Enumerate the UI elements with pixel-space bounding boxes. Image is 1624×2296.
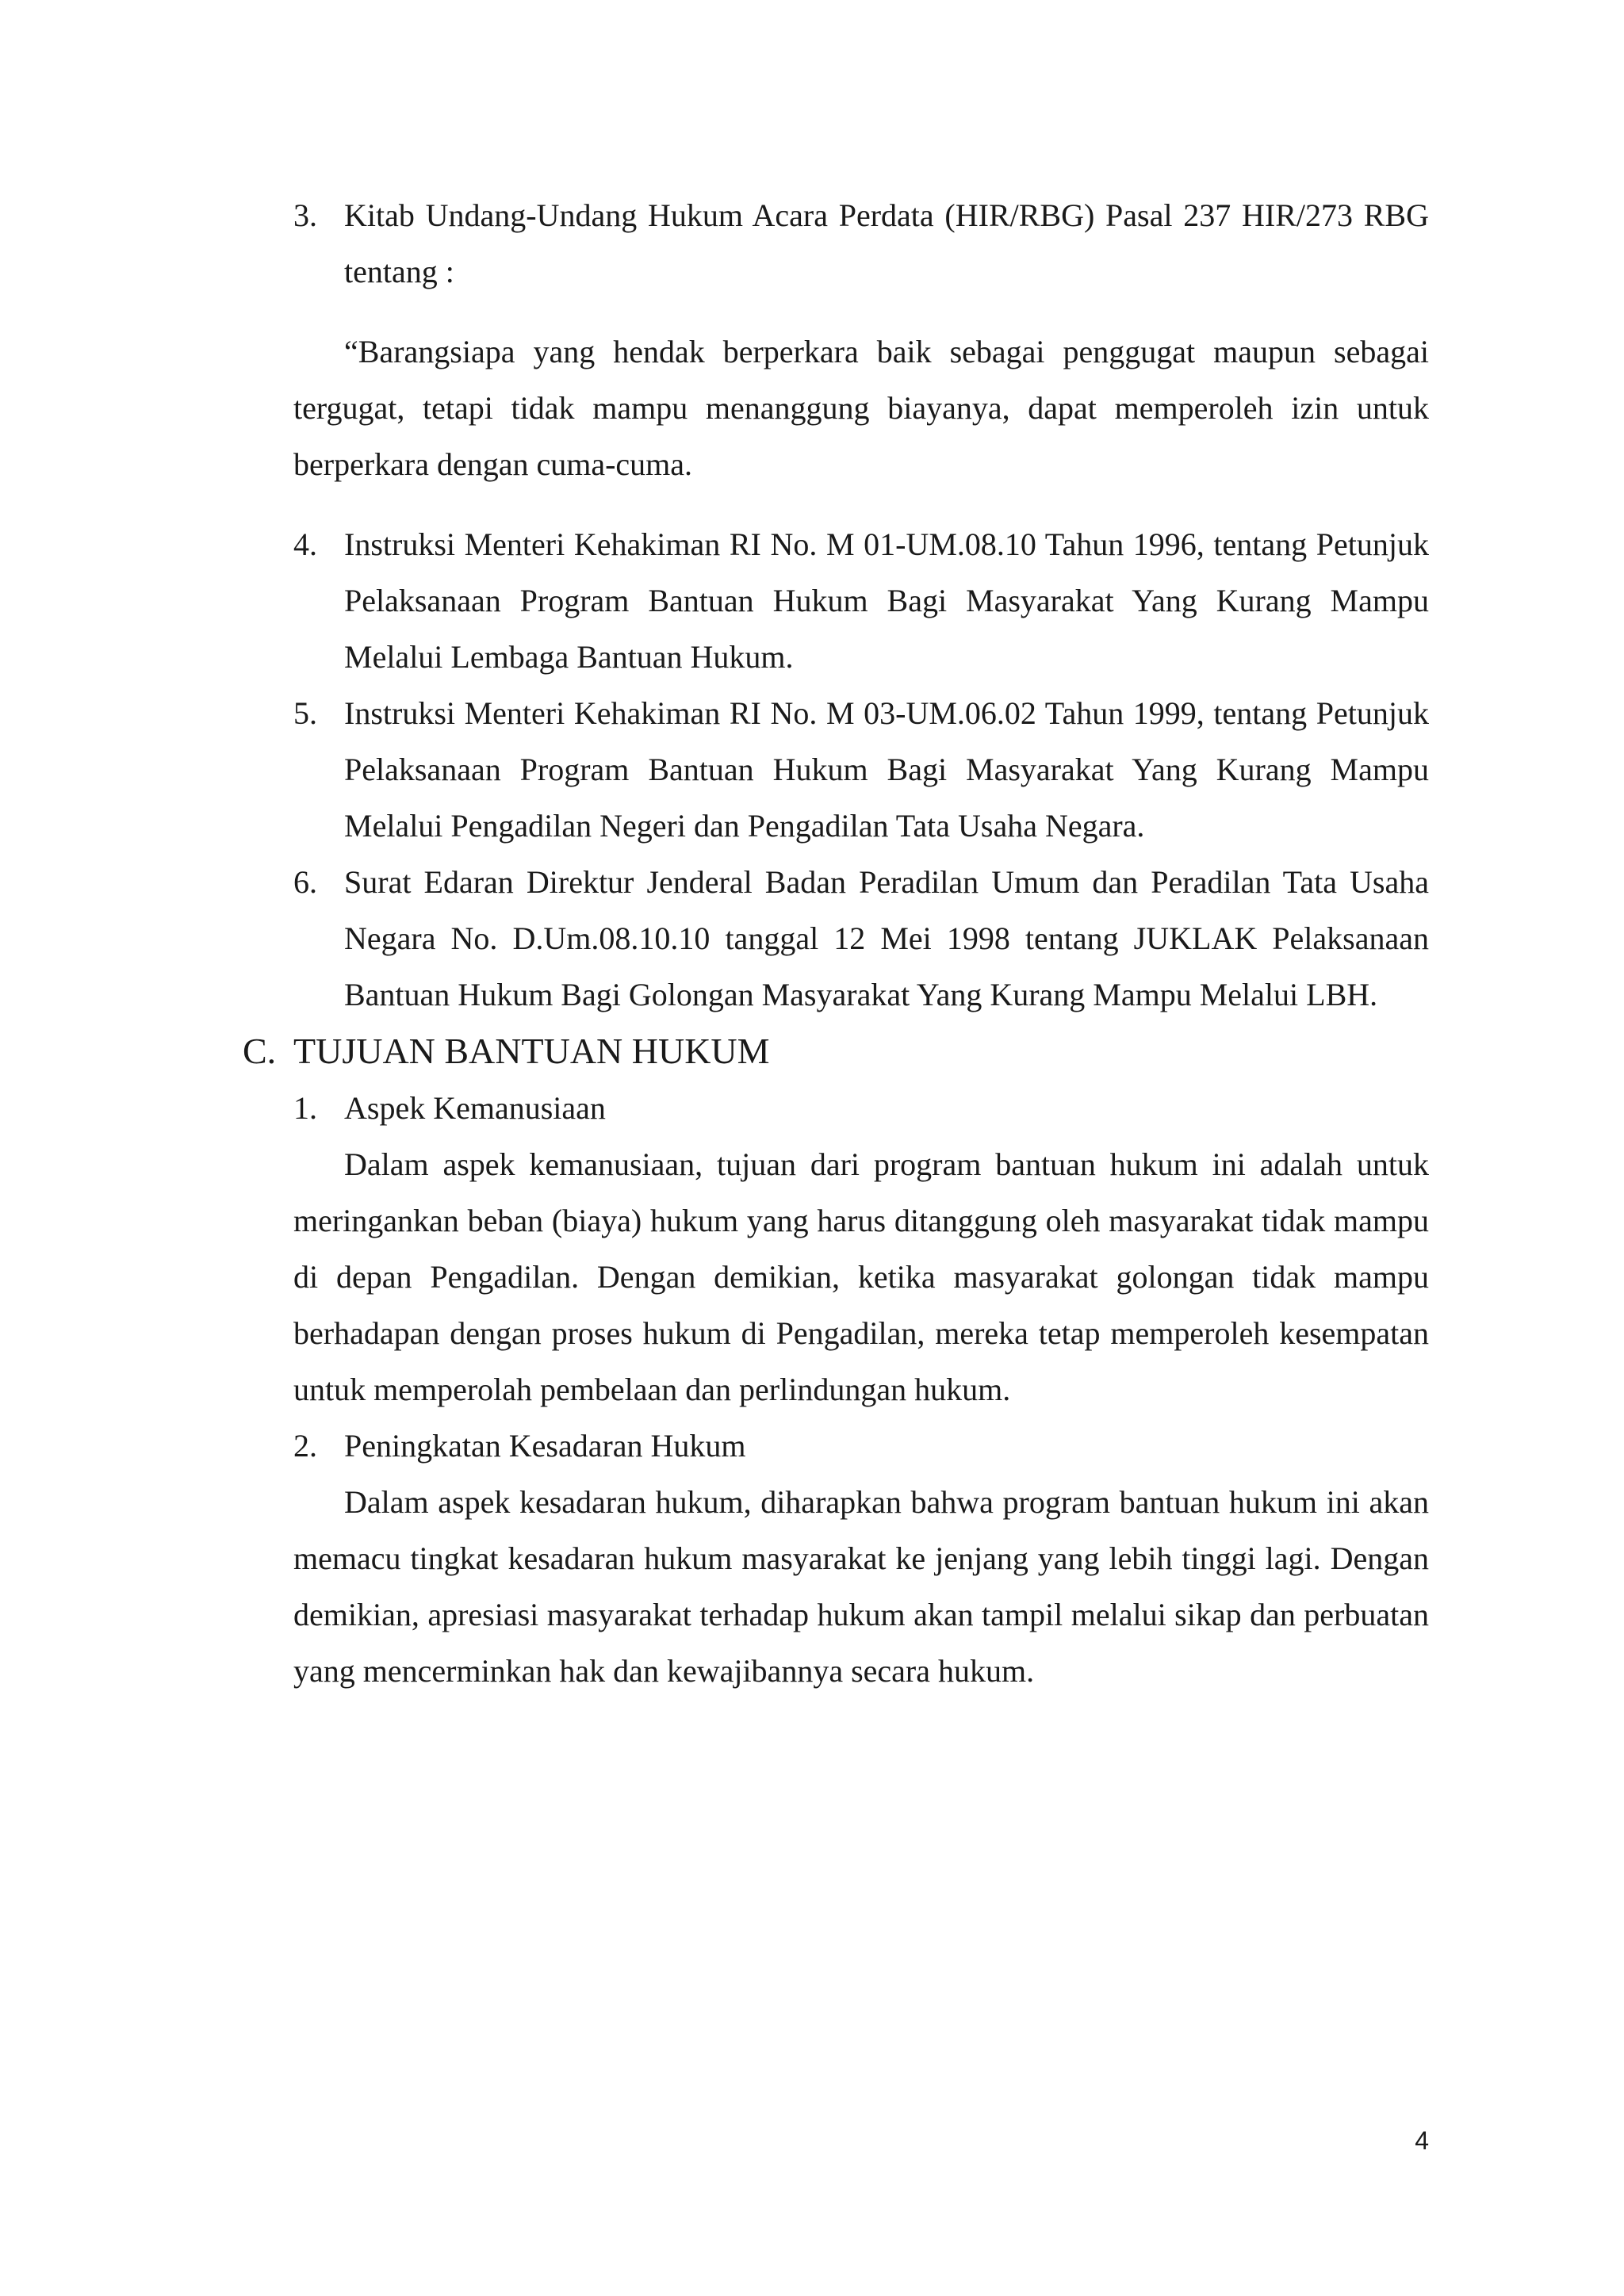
subsection-paragraph-2: Dalam aspek kesadaran hukum, diharapkan bahwa program bantuan hukum ini akan memacu tingkat kesadaran hukum masyarakat ke jenjang yang lebih tinggi lagi. Dengan demikian, apresiasi masyarakat terhadap hukum akan tampil melalui sikap dan perbuatan yang mencerminkan hak dan kewajibannya secara hukum. xyxy=(293,1484,1429,1689)
subsection-heading-2 xyxy=(293,1418,1429,1474)
section-letter: C. xyxy=(243,1031,277,1071)
list-number: 6. xyxy=(293,864,317,900)
list-text: Kitab Undang-Undang Hukum Acara Perdata (HIR/RBG) Pasal 237 HIR/273 RBG tentang : xyxy=(344,197,1429,289)
list-item-6 xyxy=(293,854,1429,1023)
list-number: 4. xyxy=(293,526,317,562)
subsection-title: Aspek Kemanusiaan xyxy=(344,1090,606,1126)
subsection-paragraph-1: Dalam aspek kemanusiaan, tujuan dari program bantuan hukum ini adalah untuk meringankan beban (biaya) hukum yang harus ditanggung oleh masyarakat tidak mampu di depan Pengadilan. Dengan demikian, ketika masyarakat golongan tidak mampu berhadapan dengan proses hukum di Pengadilan, mereka tetap memperoleh kesempatan untuk memperolah pembelaan dan perlindungan hukum. xyxy=(293,1146,1429,1407)
list-text: Instruksi Menteri Kehakiman RI No. M 03-UM.06.02 Tahun 1999, tentang Petunjuk Pelaksanaan Program Bantuan Hukum Bagi Masyarakat Yang Kurang Mampu Melalui Pengadilan Negeri dan Pengadilan Tata Usaha Negara. xyxy=(344,695,1429,844)
quoted-paragraph: “Barangsiapa yang hendak berperkara baik sebagai penggugat maupun sebagai tergugat, tetapi tidak mampu menanggung biayanya, dapat memperoleh izin untuk berperkara dengan cuma-cuma. xyxy=(293,334,1429,482)
list-number: 3. xyxy=(293,197,317,233)
page-content xyxy=(243,187,1429,1699)
subsection-title: Peningkatan Kesadaran Hukum xyxy=(344,1428,746,1464)
list-item-5 xyxy=(293,685,1429,854)
subsection-number: 1. xyxy=(293,1090,317,1126)
subsection-heading-1 xyxy=(293,1080,1429,1136)
section-heading xyxy=(243,1023,1429,1080)
section-title: TUJUAN BANTUAN HUKUM xyxy=(293,1031,770,1071)
subsection-number: 2. xyxy=(293,1428,317,1464)
list-item-4 xyxy=(293,516,1429,685)
list-text: Surat Edaran Direktur Jenderal Badan Peradilan Umum dan Peradilan Tata Usaha Negara No. D.Um.08.10.10 tanggal 12 Mei 1998 tentang JUKLAK Pelaksanaan Bantuan Hukum Bagi Golongan Masyarakat Yang Kurang Mampu Melalui LBH. xyxy=(344,864,1429,1012)
list-text: Instruksi Menteri Kehakiman RI No. M 01-UM.08.10 Tahun 1996, tentang Petunjuk Pelaksanaan Program Bantuan Hukum Bagi Masyarakat Yang Kurang Mampu Melalui Lembaga Bantuan Hukum. xyxy=(344,526,1429,675)
list-number: 5. xyxy=(293,695,317,731)
page-number: 4 xyxy=(1415,2126,1429,2155)
list-item-3 xyxy=(293,187,1429,300)
